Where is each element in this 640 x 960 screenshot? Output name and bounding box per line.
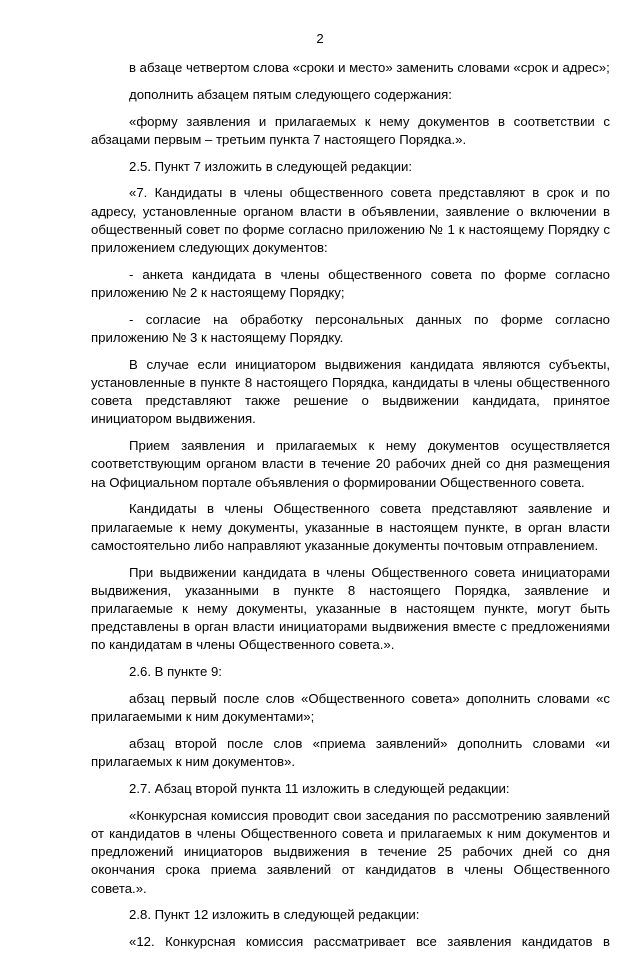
document-body	[91, 59, 610, 960]
paragraph: При выдвижении кандидата в члены Общественного совета инициаторами выдвижения, указанными в пункте 8 настоящего Порядка, заявление и прилагаемые к нему документы, указанные в настоящем пункте, могут быть представлены в орган власти инициаторами выдвижения вместе с предложениями по кандидатам в члены Общественного совета.».	[91, 564, 610, 653]
paragraph: - согласие на обработку персональных данных по форме согласно приложению № 3 к настоящему Порядку.	[91, 311, 610, 345]
paragraph: Кандидаты в члены Общественного совета представляют заявление и прилагаемые к нему документы, указанные в настоящем пункте, в орган власти самостоятельно либо направляют указанные документы почтовым отправлением.	[91, 501, 610, 553]
paragraph: 2.5. Пункт 7 изложить в следующей редакции:	[129, 158, 413, 174]
paragraph: «7. Кандидаты в члены общественного совета представляют в срок и по адресу, установленные органом власти в объявлении, заявление о включении в общественный совет по форме согласно приложению № 1 к настоящему Порядку с приложением следующих документов:	[91, 185, 610, 255]
paragraph: абзац второй после слов «приема заявлений» дополнить словами «и прилагаемых к ним документов».	[91, 736, 610, 770]
paragraph: Прием заявления и прилагаемых к нему документов осуществляется соответствующим органом власти в течение 20 рабочих дней со дня размещения на Официальном портале объявления о формировании Общественного совета.	[91, 438, 610, 490]
paragraph: «форму заявления и прилагаемых к нему документов в соответствии с абзацами первым – третьим пункта 7 настоящего Порядка.».	[91, 113, 610, 147]
paragraph: 2.7. Абзац второй пункта 11 изложить в следующей редакции:	[129, 781, 510, 797]
paragraph: «12. Конкурсная комиссия рассматривает все заявления кандидатов в	[129, 934, 610, 950]
paragraph: 2.8. Пункт 12 изложить в следующей редакции:	[129, 907, 420, 923]
paragraph: В случае если инициатором выдвижения кандидата являются субъекты, установленные в пункте 8 настоящего Порядка, кандидаты в члены общественного совета представляют также решение о выдвижении кандидата, принятое инициатором выдвижения.	[91, 356, 610, 427]
paragraph: в абзаце четвертом слова «сроки и место» заменить словами «срок и адрес»;	[129, 60, 610, 75]
paragraph: «Конкурсная комиссия проводит свои заседания по рассмотрению заявлений от кандидатов в члены Общественного совета и прилагаемых к ним документов и предложений инициаторов выдвижения в течение 25 рабочих дней со дня окончания срока приема заявлений от кандидатов в члены Общественного совета.».	[91, 807, 610, 896]
page-number: 2	[316, 31, 324, 46]
paragraph: абзац первый после слов «Общественного совета» дополнить словами «с прилагаемыми к ним документами»;	[91, 691, 610, 725]
paragraph: - анкета кандидата в члены общественного совета по форме согласно приложению № 2 к настоящему Порядку;	[91, 266, 610, 300]
paragraph: 2.6. В пункте 9:	[129, 664, 222, 680]
paragraph: дополнить абзацем пятым следующего содержания:	[129, 86, 452, 102]
